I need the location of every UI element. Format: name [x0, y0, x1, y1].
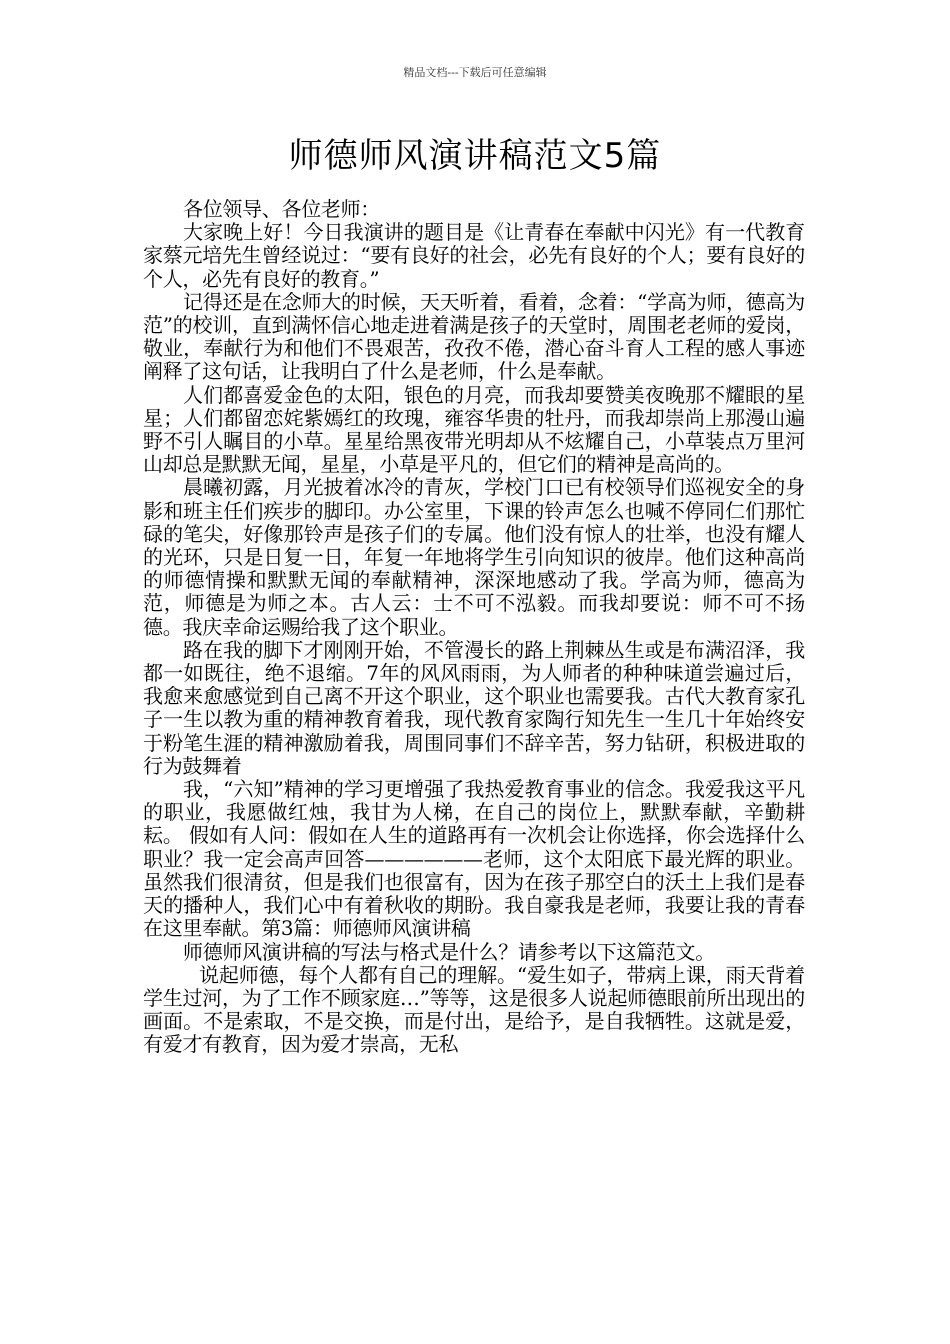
paragraph: 人们都喜爱金色的太阳，银色的月亮，而我却要赞美夜晚那不耀眼的星星；人们都留恋姹紫嫣红的玫瑰，雍容华贵的牡丹，而我却崇尚上那漫山遍野不引人瞩目的小草。星星给黑夜带光明却从不炫耀自己，小草装点万里河山却总是默默无闻，星星，小草是平凡的，但它们的精神是高尚的。	[143, 382, 805, 477]
document-body	[143, 198, 805, 1057]
paragraph: 大家晚上好！今日我演讲的题目是《让青春在奉献中闪光》有一代教育家蔡元培先生曾经说过：“要有良好的社会，必先有良好的个人；要有良好的个人，必先有良好的教育。”	[143, 220, 805, 291]
paragraph: 说起师德，每个人都有自己的理解。“爱生如子，带病上课，雨天背着学生过河，为了工作不顾家庭…”等等，这是很多人说起师德眼前所出现出的画面。不是索取，不是交换，而是付出，是给予，是自我牺牲。这就是爱，有爱才有教育，因为爱才崇高，无私	[143, 962, 805, 1057]
document-title: 师德师风演讲稿范文5篇	[288, 136, 662, 176]
paragraph: 我，“六知”精神的学习更增强了我热爱教育事业的信念。我爱我这平凡的职业，我愿做红烛，我甘为人梯，在自己的岗位上，默默奉献，辛勤耕耘。 假如有人问：假如在人生的道路再有一次机会让你选择，你会选择什么职业？我一定会高声回答——————老师，这个太阳底下最光辉的职业。虽然我们很清贫，但是我们也很富有，因为在孩子那空白的沃土上我们是春天的播种人，我们心中有着秋收的期盼。我自豪我是老师，我要让我的青春在这里奉献。第3篇：师德师风演讲稿	[143, 777, 805, 941]
paragraph: 晨曦初露，月光披着冰冷的青灰，学校门口已有校领导们巡视安全的身影和班主任们疾步的脚印。办公室里，下课的铃声怎么也喊不停同仁们那忙碌的笔尖，好像那铃声是孩子们的专属。他们没有惊人的壮举，也没有耀人的光环，只是日复一日，年复一年地将学生引向知识的彼岸。他们这种高尚的师德情操和默默无闻的奉献精神，深深地感动了我。学高为师，德高为范，师德是为师之本。古人云：士不可不泓毅。而我却要说：师不可不扬德。我庆幸命运赐给我了这个职业。	[143, 475, 805, 639]
paragraph: 记得还是在念师大的时候，天天听着，看着，念着：“学高为师，德高为范”的校训，直到满怀信心地走进着满是孩子的天堂时，周围老老师的爱岗，敬业，奉献行为和他们不畏艰苦，孜孜不倦，潜心奋斗育人工程的感人事迹阐释了这句话，让我明白了什么是老师，什么是奉献。	[143, 289, 805, 384]
paragraph: 师德师风演讲稿的写法与格式是什么？请参考以下这篇范文。	[183, 939, 715, 964]
paragraph-salutation: 各位领导、各位老师：	[183, 197, 380, 221]
page-header: 精品文档---下载后可任意编辑	[403, 66, 547, 79]
paragraph: 路在我的脚下才刚刚开始，不管漫长的路上荆棘丛生或是布满沼泽，我都一如既往，绝不退缩。7年的风风雨雨，为人师者的种种味道尝遍过后，我愈来愈感觉到自己离不开这个职业，这个职业也需要我。古代大教育家孔子一生以教为重的精神教育着我，现代教育家陶行知先生一生几十年始终安于粉笔生涯的精神激励着我，周围同事们不辞辛苦，努力钻研，积极进取的行为鼓舞着	[143, 637, 805, 778]
